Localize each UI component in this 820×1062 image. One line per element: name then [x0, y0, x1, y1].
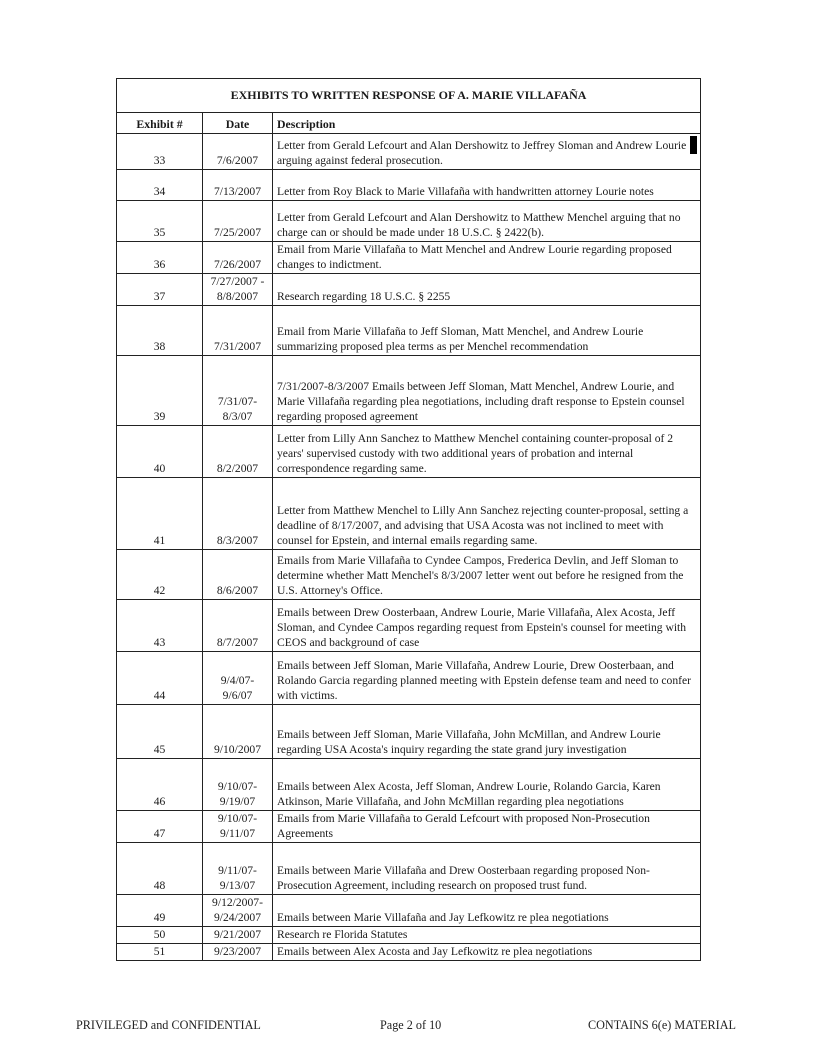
- exhibit-number: 37: [117, 274, 203, 306]
- table-row: [117, 170, 701, 201]
- table-row: [117, 600, 701, 652]
- exhibit-number: 47: [117, 811, 203, 843]
- table-body: [117, 134, 701, 961]
- table-row: [117, 895, 701, 927]
- exhibit-date: 9/12/2007- 9/24/2007: [203, 895, 273, 927]
- table-row: [117, 242, 701, 274]
- table-row: [117, 426, 701, 478]
- exhibit-description: Emails between Marie Villafaña and Jay Lefkowitz re plea negotiations: [273, 895, 701, 927]
- exhibit-date: 9/21/2007: [203, 927, 273, 944]
- table-row: [117, 705, 701, 759]
- exhibit-description: Emails from Marie Villafaña to Gerald Lefcourt with proposed Non-Prosecution Agreements: [273, 811, 701, 843]
- exhibit-number: 39: [117, 356, 203, 426]
- table-row: [117, 759, 701, 811]
- exhibit-number: 46: [117, 759, 203, 811]
- exhibit-date: 7/27/2007 - 8/8/2007: [203, 274, 273, 306]
- exhibit-description: Emails between Alex Acosta, Jeff Sloman, Andrew Lourie, Rolando Garcia, Karen Atkinson, Marie Villafaña, and John McMillan regarding plea negotiations: [273, 759, 701, 811]
- exhibit-number: 49: [117, 895, 203, 927]
- exhibit-number: 35: [117, 201, 203, 242]
- header-description: Description: [273, 113, 701, 134]
- exhibit-date: 8/7/2007: [203, 600, 273, 652]
- exhibit-number: 33: [117, 134, 203, 170]
- exhibit-description: Letter from Gerald Lefcourt and Alan Dershowitz to Matthew Menchel arguing that no charge can or should be made under 18 U.S.C. § 2422(b).: [273, 201, 701, 242]
- exhibit-number: 50: [117, 927, 203, 944]
- exhibit-date: 8/2/2007: [203, 426, 273, 478]
- exhibit-date: 8/6/2007: [203, 550, 273, 600]
- exhibit-date: 9/23/2007: [203, 944, 273, 961]
- table-row: [117, 134, 701, 170]
- exhibit-date: 7/31/07- 8/3/07: [203, 356, 273, 426]
- exhibit-description: 7/31/2007-8/3/2007 Emails between Jeff Sloman, Matt Menchel, Andrew Lourie, and Marie Villafaña regarding plea negotiations, including draft response to Epstein counsel regarding proposed agreement: [273, 356, 701, 426]
- exhibit-description: Letter from Roy Black to Marie Villafaña with handwritten attorney Lourie notes: [273, 170, 701, 201]
- exhibit-date: 7/26/2007: [203, 242, 273, 274]
- exhibit-number: 38: [117, 306, 203, 356]
- table-row: [117, 944, 701, 961]
- exhibit-date: 9/11/07- 9/13/07: [203, 843, 273, 895]
- exhibit-description: Research re Florida Statutes: [273, 927, 701, 944]
- exhibit-date: 7/6/2007: [203, 134, 273, 170]
- exhibit-number: 40: [117, 426, 203, 478]
- exhibit-number: 45: [117, 705, 203, 759]
- exhibit-number: 42: [117, 550, 203, 600]
- header-date: Date: [203, 113, 273, 134]
- table-row: [117, 652, 701, 705]
- footer-confidential: PRIVILEGED and CONFIDENTIAL: [76, 1018, 261, 1032]
- exhibits-table: [116, 78, 701, 961]
- table-row: [117, 478, 701, 550]
- footer-page-number: Page 2 of 10: [380, 1018, 442, 1032]
- exhibit-date: 7/13/2007: [203, 170, 273, 201]
- header-exhibit: Exhibit #: [117, 113, 203, 134]
- exhibit-description: Emails between Marie Villafaña and Drew Oosterbaan regarding proposed Non-Prosecution Agreement, including research on proposed trust fund.: [273, 843, 701, 895]
- exhibit-description: Emails between Drew Oosterbaan, Andrew Lourie, Marie Villafaña, Alex Acosta, Jeff Sloman, and Cyndee Campos regarding request from Epstein's counsel for meeting with CEOS and background of case: [273, 600, 701, 652]
- exhibit-number: 51: [117, 944, 203, 961]
- exhibit-number: 43: [117, 600, 203, 652]
- redaction-mark: [690, 136, 697, 154]
- table-row: [117, 811, 701, 843]
- exhibit-description: Email from Marie Villafaña to Matt Menchel and Andrew Lourie regarding proposed changes to indictment.: [273, 242, 701, 274]
- exhibit-date: 9/10/2007: [203, 705, 273, 759]
- table-row: [117, 274, 701, 306]
- table-row: [117, 843, 701, 895]
- footer-6e-material: CONTAINS 6(e) MATERIAL: [588, 1018, 736, 1032]
- exhibit-description: Letter from Matthew Menchel to Lilly Ann Sanchez rejecting counter-proposal, setting a deadline of 8/17/2007, and advising that USA Acosta was not inclined to meet with counsel for Epstein, and internal emails regarding same.: [273, 478, 701, 550]
- exhibit-description: Research regarding 18 U.S.C. § 2255: [273, 274, 701, 306]
- exhibit-date: 8/3/2007: [203, 478, 273, 550]
- exhibit-description: Emails between Jeff Sloman, Marie Villafaña, Andrew Lourie, Drew Oosterbaan, and Rolando Garcia regarding planned meeting with Epstein defense team and need to confer with victims.: [273, 652, 701, 705]
- header-row: [117, 113, 701, 134]
- exhibit-description: Emails from Marie Villafaña to Cyndee Campos, Frederica Devlin, and Jeff Sloman to determine whether Matt Menchel's 8/3/2007 letter went out before he resigned from the U.S. Attorney's Office.: [273, 550, 701, 600]
- table-row: [117, 201, 701, 242]
- exhibit-description: Emails between Alex Acosta and Jay Lefkowitz re plea negotiations: [273, 944, 701, 961]
- table-row: [117, 306, 701, 356]
- exhibit-description: Email from Marie Villafaña to Jeff Sloman, Matt Menchel, and Andrew Lourie summarizing proposed plea terms as per Menchel recommendation: [273, 306, 701, 356]
- table-title: EXHIBITS TO WRITTEN RESPONSE OF A. MARIE VILLAFAÑA: [117, 79, 701, 113]
- exhibit-number: 44: [117, 652, 203, 705]
- exhibit-description: Letter from Lilly Ann Sanchez to Matthew Menchel containing counter-proposal of 2 years' supervised custody with two additional years of probation and internal correspondence regarding same.: [273, 426, 701, 478]
- exhibit-description: Emails between Jeff Sloman, Marie Villafaña, John McMillan, and Andrew Lourie regarding USA Acosta's inquiry regarding the state grand jury investigation: [273, 705, 701, 759]
- table-row: [117, 356, 701, 426]
- exhibit-number: 34: [117, 170, 203, 201]
- table-row: [117, 550, 701, 600]
- exhibit-number: 41: [117, 478, 203, 550]
- exhibit-date: 9/10/07- 9/11/07: [203, 811, 273, 843]
- exhibit-description: Letter from Gerald Lefcourt and Alan Dershowitz to Jeffrey Sloman and Andrew Lourie arguing against federal prosecution.: [273, 134, 701, 170]
- exhibit-number: 36: [117, 242, 203, 274]
- exhibit-date: 9/4/07- 9/6/07: [203, 652, 273, 705]
- exhibit-number: 48: [117, 843, 203, 895]
- exhibit-date: 9/10/07- 9/19/07: [203, 759, 273, 811]
- exhibit-date: 7/25/2007: [203, 201, 273, 242]
- table-row: [117, 927, 701, 944]
- exhibit-date: 7/31/2007: [203, 306, 273, 356]
